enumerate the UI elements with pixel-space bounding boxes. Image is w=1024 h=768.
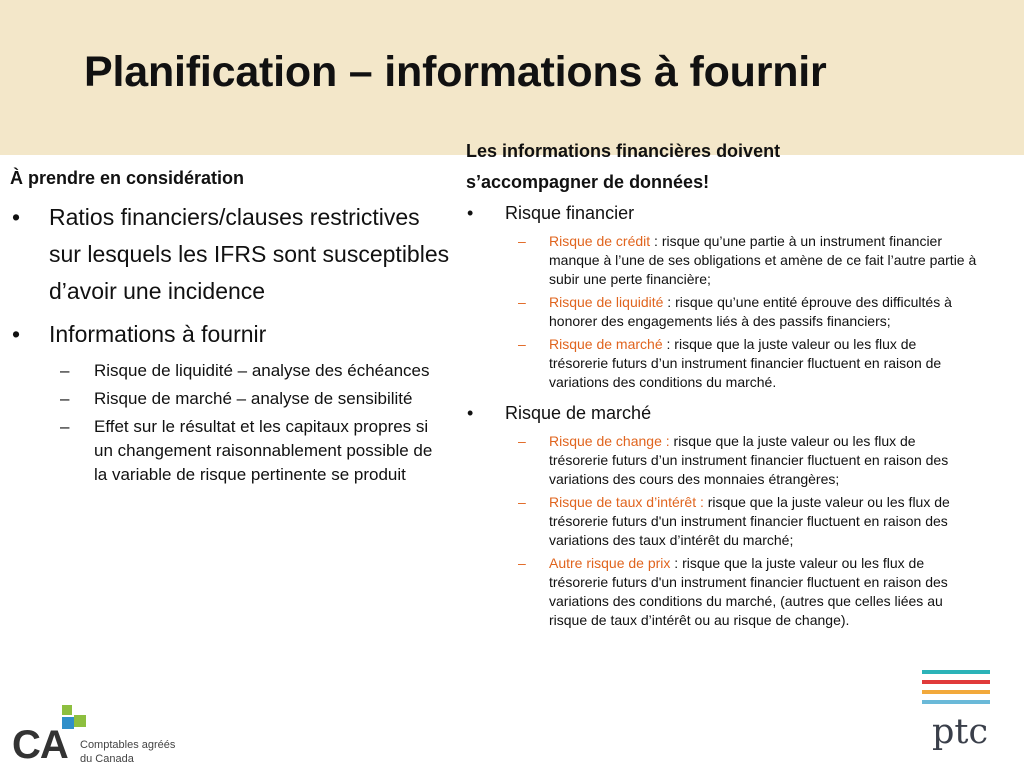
ptc-stripe-1 xyxy=(922,670,990,674)
right-subitem-change xyxy=(466,432,986,489)
dash-icon: – xyxy=(518,336,526,352)
slide-title: Planification – informations à fournir xyxy=(84,48,827,96)
desc-autre-risque-prix: : risque que la juste valeur ou les flux de trésorerie futurs d'un instrument financier fluctuent en raison des variations des conditions du marché, (autres que celles liées au risque de taux d’intérêt ou au risque de change). xyxy=(549,555,948,628)
bullet-icon: • xyxy=(12,321,21,347)
dash-icon: – xyxy=(518,294,526,310)
dash-icon: – xyxy=(60,417,70,436)
left-subitem-2 xyxy=(10,387,450,411)
desc-risque-taux: risque que la juste valeur ou les flux de trésorerie futurs d'un instrument financier fluctuent en raison des variations des taux d’intérêt du marché; xyxy=(549,494,950,548)
term-risque-change: Risque de change : xyxy=(549,433,670,449)
ca-square-green-top xyxy=(62,705,72,715)
left-bullet-2 xyxy=(10,316,450,353)
desc-risque-change: risque que la juste valeur ou les flux de trésorerie futurs d’un instrument financier fluctuent en raison des variations des cours des monnaies étrangères; xyxy=(549,433,949,487)
dash-icon: – xyxy=(60,361,70,380)
ptc-logo-text: ptc xyxy=(932,712,989,752)
ptc-stripe-2 xyxy=(922,680,990,684)
dash-icon: – xyxy=(60,389,70,408)
term-risque-credit: Risque de crédit xyxy=(549,233,651,249)
right-heading: Les informations financières doivent s’accompagner de données! xyxy=(466,141,781,192)
right-group-1-label-text: Risque financier xyxy=(505,203,635,223)
ptc-logo xyxy=(922,668,994,762)
left-subitem-1-text: Risque de liquidité – analyse des échéances xyxy=(94,361,430,380)
ca-logo-line2: du Canada xyxy=(80,753,134,765)
right-subitem-credit xyxy=(466,232,986,289)
ca-logo-text xyxy=(80,738,175,766)
bullet-icon: • xyxy=(467,203,474,223)
term-risque-taux: Risque de taux d’intérêt : xyxy=(549,494,704,510)
dash-icon: – xyxy=(518,494,526,510)
term-risque-marche: Risque de marché xyxy=(549,336,663,352)
desc-risque-marche: : risque que la juste valeur ou les flux de trésorerie futurs d’un instrument financier fluctuent en raison de variations des conditions du marché. xyxy=(549,336,942,390)
dash-icon: – xyxy=(518,233,526,249)
right-subitem-liquidite xyxy=(466,293,986,331)
ptc-stripe-3 xyxy=(922,690,990,694)
dash-icon: – xyxy=(518,555,526,571)
ptc-stripe-4 xyxy=(922,700,990,704)
ca-logo-letters: CA xyxy=(12,723,68,767)
ca-logo xyxy=(10,705,210,765)
desc-risque-liquidite: : risque qu’une entité éprouve des difficultés à honorer des engagements liés à des passifs financiers; xyxy=(549,294,952,329)
left-bullet-1 xyxy=(10,199,450,310)
bullet-icon: • xyxy=(12,204,21,230)
left-subitem-2-text: Risque de marché – analyse de sensibilité xyxy=(94,389,413,408)
right-group-2-label xyxy=(466,400,986,426)
ca-square-green-right xyxy=(74,715,86,727)
right-group-1-label xyxy=(466,200,986,226)
right-subitem-marche xyxy=(466,335,986,392)
ca-logo-line1: Comptables agréés xyxy=(80,739,176,751)
right-column xyxy=(466,136,986,634)
left-bullet-2-text: Informations à fournir xyxy=(49,321,267,347)
right-subitem-prix xyxy=(466,554,986,630)
left-bullet-1-text: Ratios financiers/clauses restrictives sur lesquels les IFRS sont susceptibles d’avoir une incidence xyxy=(49,204,450,304)
left-subitem-3-text: Effet sur le résultat et les capitaux propres si un changement raisonnablement possible de la variable de risque pertinente se produit xyxy=(94,417,433,484)
left-column xyxy=(10,168,450,491)
left-subitem-1 xyxy=(10,359,450,383)
left-heading: À prendre en considération xyxy=(10,168,245,188)
right-subitem-taux xyxy=(466,493,986,550)
left-subitem-3 xyxy=(10,415,450,487)
right-group-2-label-text: Risque de marché xyxy=(505,403,652,423)
term-risque-liquidite: Risque de liquidité xyxy=(549,294,664,310)
bullet-icon: • xyxy=(467,403,474,423)
desc-risque-credit: : risque qu’une partie à un instrument financier manque à l’une de ses obligations et amène de ce fait l’autre partie à subir une perte financière; xyxy=(549,233,977,287)
dash-icon: – xyxy=(518,433,526,449)
term-autre-risque-prix: Autre risque de prix xyxy=(549,555,671,571)
